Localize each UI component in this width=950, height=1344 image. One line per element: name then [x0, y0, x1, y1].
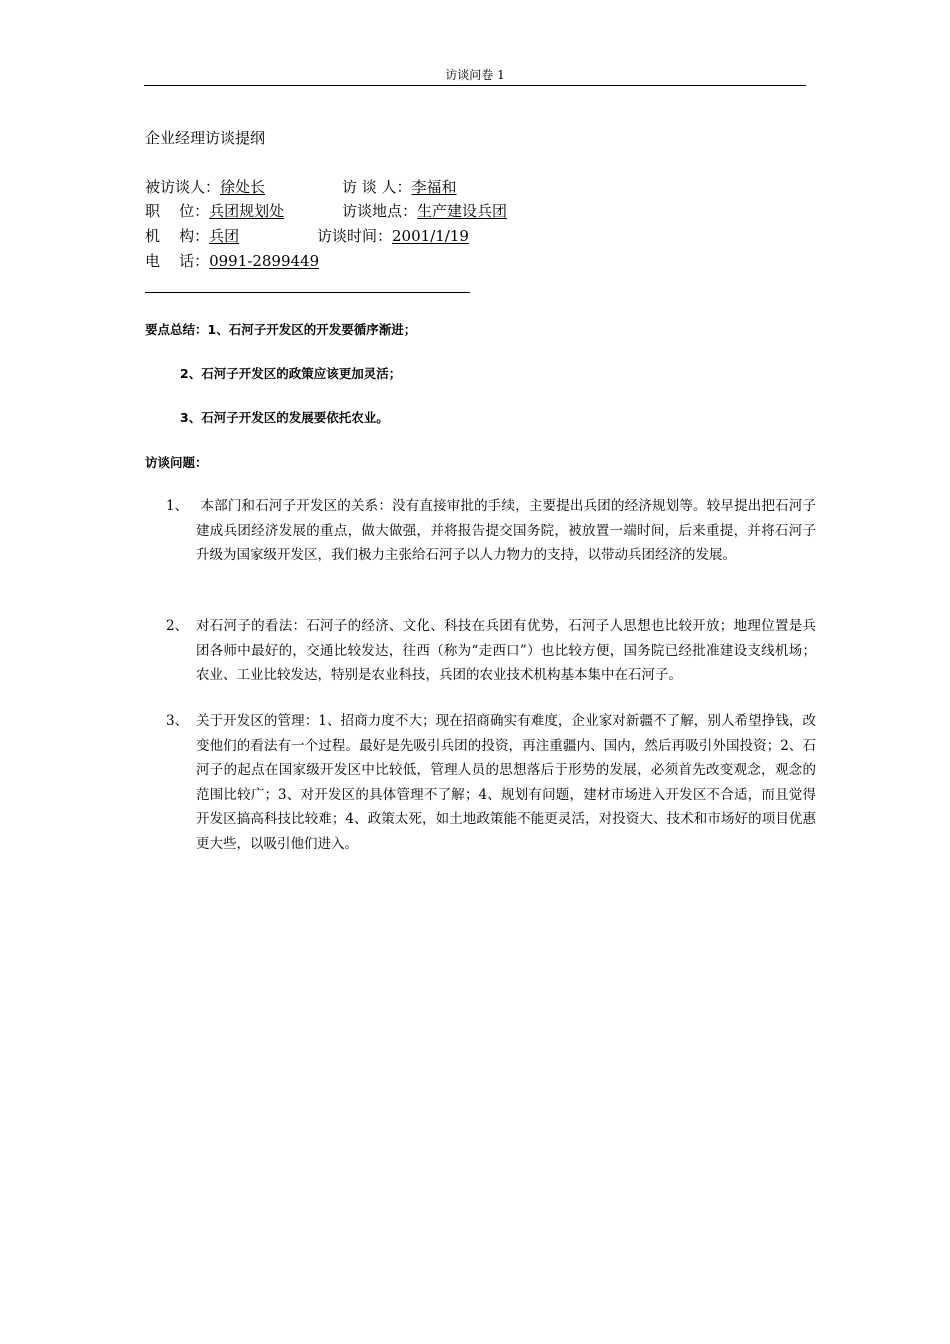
org-value: 兵团: [209, 227, 240, 245]
header-divider: [144, 85, 806, 86]
summary-label: 要点总结：: [145, 322, 208, 337]
question-number: 2、: [166, 618, 189, 634]
summary-point-2: 2、石河子开发区的政策应该更加灵活；: [180, 366, 402, 381]
time-label: 访谈时间：: [317, 227, 393, 245]
question-item-2: [166, 614, 816, 688]
org-label: 机 构：: [145, 227, 210, 245]
position-value: 兵团规划处: [209, 202, 285, 220]
info-row-position: [145, 201, 508, 221]
info-row-phone: [145, 251, 319, 271]
position-label: 职 位：: [145, 202, 210, 220]
question-number: 1、: [166, 498, 189, 514]
question-text: 本部门和石河子开发区的关系：没有直接审批的手续，主要提出兵团的经济规划等。较早提出把石河子建成兵团经济发展的重点，做大做强，并将报告提交国务院，被放置一端时间，后来重提，并将石河子升级为国家级开发区，我们极力主张给石河子以人力物力的支持，以带动兵团经济的发展。: [196, 498, 817, 563]
interviewee-value: 徐处长: [220, 178, 266, 196]
time-field: [317, 226, 469, 246]
question-text: 对石河子的看法：石河子的经济、文化、科技在兵团有优势，石河子人思想也比较开放；地理位置是兵团各师中最好的，交通比较发达，往西（称为“走西口”）也比较方便，国务院已经批准建设支线机场；农业、工业比较发达，特别是农业科技，兵团的农业技术机构基本集中在石河子。: [196, 618, 816, 683]
interviewer-value: 李福和: [411, 178, 457, 196]
info-row-org: [145, 226, 469, 246]
question-number: 3、: [166, 713, 189, 729]
question-text: 关于开发区的管理：1、招商力度不大；现在招商确实有难度，企业家对新疆不了解，别人希望挣钱，改变他们的看法有一个过程。最好是先吸引兵团的投资，再注重疆内、国内，然后再吸引外国投资；2、石河子的起点在国家级开发区中比较低，管理人员的思想落后于形势的发展，必须首先改变观念，观念的范围比较广；3、对开发区的具体管理不了解；4、规划有问题，建材市场进入开发区不合适，而且觉得开发区搞高科技比较难；4、政策太死，如土地政策能不能更灵活，对投资大、技术和市场好的项目优惠更大些，以吸引他们进入。: [196, 713, 816, 852]
time-value: 2001/1/19: [392, 227, 469, 245]
info-row-interviewee: [145, 177, 457, 197]
question-item-1: [166, 494, 816, 568]
summary-point-1: [145, 321, 416, 339]
interviewee-label: 被访谈人：: [145, 178, 221, 196]
interviewer-field: [342, 177, 457, 197]
summary-point-3: 3、石河子开发区的发展要依托农业。: [180, 410, 389, 425]
document-title: 企业经理访谈提纲: [145, 129, 266, 147]
info-divider: [145, 292, 470, 293]
location-field: [342, 201, 507, 221]
location-value: 生产建设兵团: [417, 202, 508, 220]
interviewer-label: 访 谈 人：: [342, 178, 412, 196]
questions-heading: 访谈问题：: [145, 455, 208, 470]
summary-point-1-text: 1、石河子开发区的开发要循序渐进；: [207, 322, 417, 337]
location-label: 访谈地点：: [342, 202, 418, 220]
page-header: 访谈问卷 1: [445, 68, 505, 82]
question-item-3: [166, 709, 816, 856]
phone-value: 0991-2899449: [209, 252, 320, 270]
phone-label: 电 话：: [145, 252, 210, 270]
